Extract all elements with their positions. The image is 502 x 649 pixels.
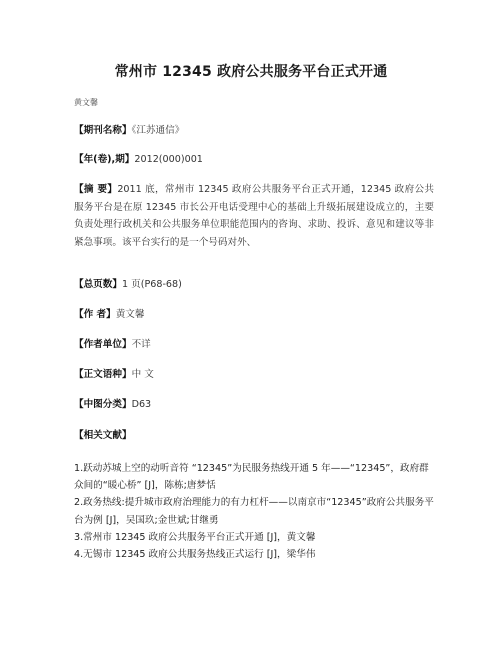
related-literature-heading [74, 427, 434, 445]
journal-name-field [74, 122, 434, 140]
classification-field [74, 396, 434, 414]
abstract-text: 2011 底，常州市 12345 政府公共服务平台正式开通，12345 政府公共服务平台是在原 12345 市长公开电话受理中心的基础上升级拓展建设成立的，主要负责处理行政机关和公共服务单位职能范围内的咨询、求助、投诉、意见和建议等非紧急事项。该平台实行的是一个号码对外、 [74, 184, 434, 248]
journal-name-value: 《江苏通信》 [131, 125, 185, 136]
author-label: 【作 者】 [74, 309, 116, 320]
reference-item-1[interactable]: 1.跃动苏城上空的动听音符 “12345”为民服务热线开通 5 年——“12345”，政府群众间的“暖心桥” [J]，陈栋;唐梦恬 [74, 463, 429, 492]
page-count-label: 【总页数】 [74, 279, 122, 290]
author-unit-field [74, 336, 434, 354]
author-unit-label: 【作者单位】 [74, 339, 132, 350]
reference-item-2[interactable]: 2.政务热线:提升城市政府治理能力的有力杠杆——以南京市“12345”政府公共服务平台为例 [J]，吴国玖;金世斌;甘继勇 [74, 497, 434, 526]
year-issue-value: 2012(000)001 [134, 154, 203, 165]
reference-item-4[interactable]: 4.无锡市 12345 政府公共服务热线正式运行 [J]，梁华伟 [74, 549, 316, 561]
classification-value: D63 [131, 399, 152, 410]
abstract-label: 【摘 要】 [74, 184, 118, 195]
author-byline: 黄文馨 [74, 98, 98, 107]
year-issue-field [74, 151, 434, 169]
language-value: 中 文 [131, 369, 154, 380]
author-unit-value: 不详 [131, 339, 151, 350]
language-label: 【正文语种】 [74, 369, 132, 380]
document-title: 常州市 12345 政府公共服务平台正式开通 [114, 64, 388, 80]
abstract-field [74, 181, 434, 251]
author-value: 黄文馨 [115, 309, 145, 320]
page-count-field [74, 276, 434, 294]
reference-list [74, 460, 434, 563]
author-field [74, 306, 434, 324]
page-count-value: 1 页(P68-68) [121, 279, 182, 290]
journal-name-label: 【期刊名称】 [74, 125, 132, 136]
year-issue-label: 【年(卷),期】 [74, 154, 135, 165]
language-field [74, 366, 434, 384]
classification-label: 【中图分类】 [74, 399, 132, 410]
reference-item-3[interactable]: 3.常州市 12345 政府公共服务平台正式开通 [J]，黄文馨 [74, 531, 316, 543]
related-literature-label: 【相关文献】 [74, 430, 132, 441]
